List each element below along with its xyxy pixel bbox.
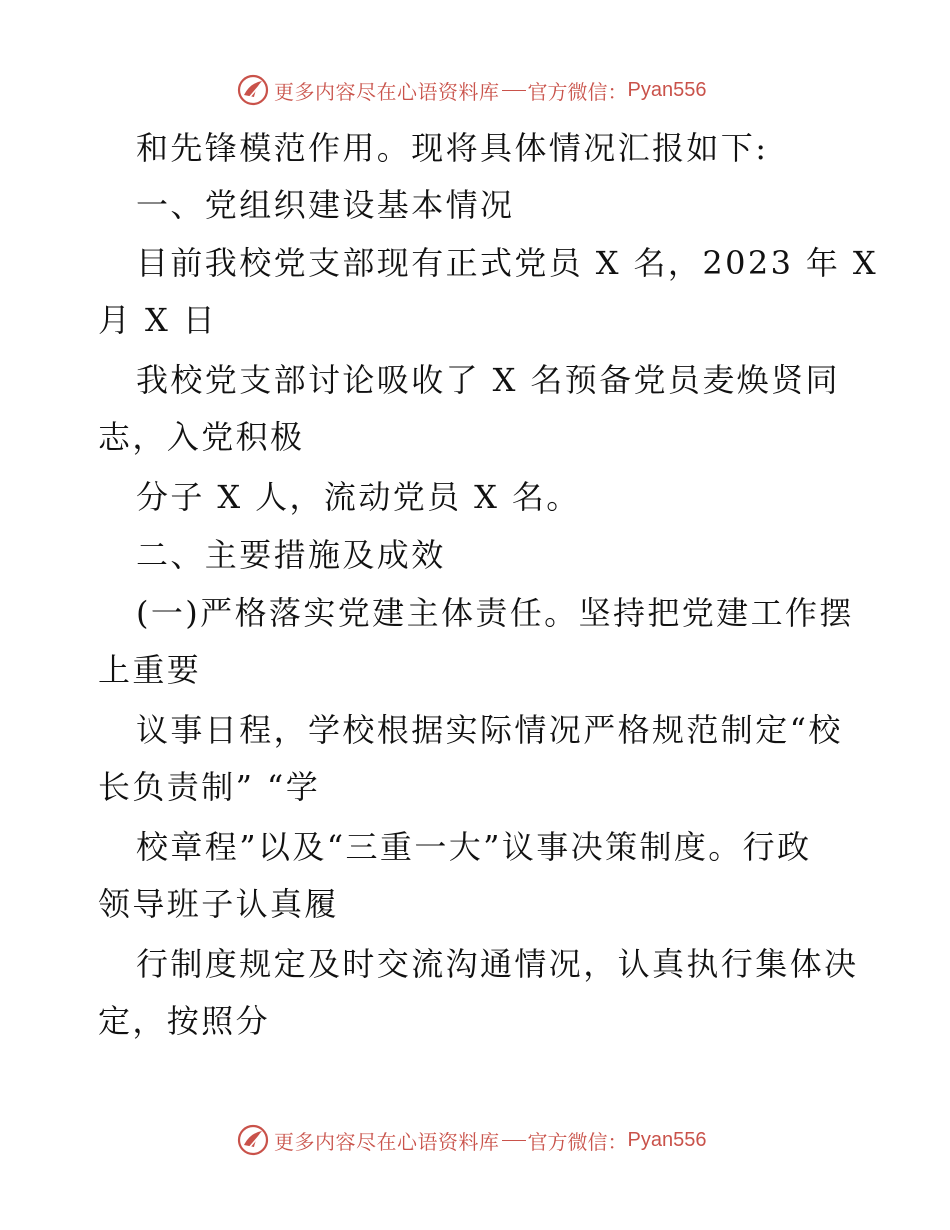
watermark-main-text: 更多内容尽在心语资料库	[274, 79, 500, 104]
section-heading: 二、主要措施及成效	[136, 536, 446, 574]
watermark-wechat-id: Pyan556	[627, 78, 707, 101]
body-line: 我校党支部讨论吸收了 X 名预备党员麦焕贤同	[136, 361, 840, 399]
body-line: 议事日程，学校根据实际情况严格规范制定“校	[136, 711, 843, 749]
body-line: 长负责制” “学	[98, 768, 321, 806]
watermark-main-text: 更多内容尽在心语资料库	[274, 1129, 500, 1154]
watermark-dash	[502, 90, 526, 91]
brand-logo-icon	[236, 1123, 270, 1157]
section-heading: 一、党组织建设基本情况	[136, 186, 515, 224]
watermark-dash	[502, 1140, 526, 1141]
header-watermark	[236, 72, 706, 108]
watermark-sub-text: 官方微信：	[527, 1129, 628, 1154]
watermark-wechat-id: Pyan556	[627, 1128, 707, 1151]
body-line: 分子 X 人，流动党员 X 名。	[136, 478, 581, 516]
body-line: 月 X 日	[98, 301, 218, 339]
body-line: 上重要	[98, 651, 202, 689]
brand-logo-icon	[236, 73, 270, 107]
body-line: 和先锋模范作用。现将具体情况汇报如下:	[136, 129, 769, 167]
body-line: 目前我校党支部现有正式党员 X 名，2023 年 X	[136, 244, 879, 282]
body-line: 校章程”以及“三重一大”议事决策制度。行政	[136, 828, 812, 866]
body-line: (一)严格落实党建主体责任。坚持把党建工作摆	[136, 594, 854, 632]
footer-watermark	[236, 1122, 706, 1158]
body-line: 领导班子认真履	[98, 885, 339, 923]
watermark-sub-text: 官方微信：	[527, 79, 628, 104]
body-line: 定，按照分	[98, 1002, 271, 1040]
body-line: 行制度规定及时交流沟通情况，认真执行集体决	[136, 945, 859, 983]
body-line: 志，入党积极	[98, 418, 305, 456]
